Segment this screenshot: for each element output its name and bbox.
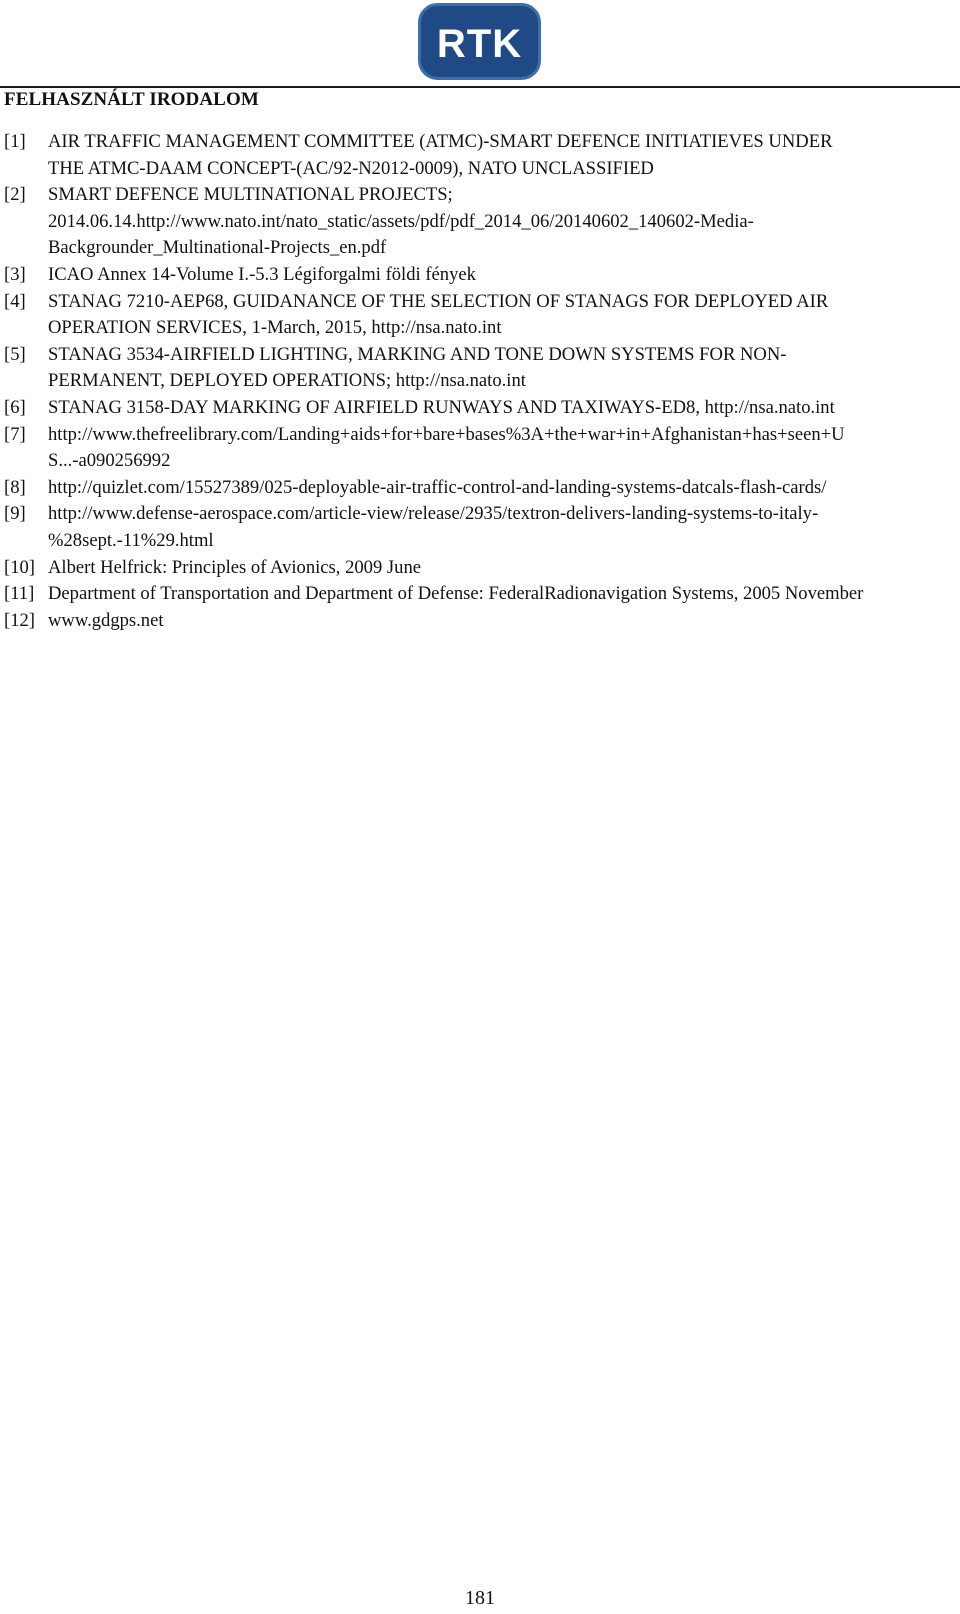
reference-line: THE ATMC-DAAM CONCEPT-(AC/92-N2012-0009), NATO UNCLASSIFIED bbox=[48, 157, 654, 179]
reference-text bbox=[48, 555, 960, 582]
reference-line: PERMANENT, DEPLOYED OPERATIONS; http://nsa.nato.int bbox=[48, 370, 526, 392]
reference-number: [8] bbox=[4, 476, 26, 498]
reference-line: 2014.06.14.http://www.nato.int/nato_static/assets/pdf/pdf_2014_06/20140602_140602-Media- bbox=[48, 210, 754, 232]
reference-number: [2] bbox=[4, 184, 26, 206]
reference-text bbox=[48, 129, 960, 182]
reference-item bbox=[4, 129, 960, 182]
reference-text bbox=[48, 395, 960, 422]
section-title: FELHASZNÁLT IRODALOM bbox=[4, 89, 259, 110]
reference-number: [1] bbox=[4, 131, 26, 152]
reference-line: SMART DEFENCE MULTINATIONAL PROJECTS; bbox=[48, 184, 453, 206]
reference-line: Department of Transportation and Department of Defense: FederalRadionavigation Systems, 2005 November bbox=[48, 583, 864, 605]
reference-list bbox=[4, 129, 960, 634]
reference-number: [4] bbox=[4, 290, 26, 312]
page-number: 181 bbox=[465, 1587, 495, 1609]
reference-line: OPERATION SERVICES, 1-March, 2015, http://nsa.nato.int bbox=[48, 317, 502, 339]
reference-line: Albert Helfrick: Principles of Avionics, 2009 June bbox=[48, 556, 422, 578]
reference-number: [10] bbox=[4, 556, 35, 578]
reference-text bbox=[48, 422, 960, 475]
reference-text bbox=[48, 182, 960, 262]
reference-line: S...-a090256992 bbox=[48, 450, 171, 472]
reference-text bbox=[48, 289, 960, 342]
reference-text bbox=[48, 608, 960, 635]
reference-item bbox=[4, 475, 960, 502]
reference-line: www.gdgps.net bbox=[48, 609, 164, 631]
reference-item bbox=[4, 395, 960, 422]
reference-item bbox=[4, 182, 960, 262]
reference-text bbox=[48, 581, 960, 608]
reference-line: ICAO Annex 14-Volume I.-5.3 Légiforgalmi földi fények bbox=[48, 263, 476, 285]
reference-item bbox=[4, 608, 960, 635]
reference-line: Backgrounder_Multinational-Projects_en.pdf bbox=[48, 237, 387, 259]
rtk-logo bbox=[418, 3, 541, 80]
reference-text bbox=[48, 262, 960, 289]
reference-line: STANAG 3158-DAY MARKING OF AIRFIELD RUNWAYS AND TAXIWAYS-ED8, http://nsa.nato.int bbox=[48, 396, 835, 418]
reference-item bbox=[4, 262, 960, 289]
reference-item bbox=[4, 581, 960, 608]
reference-number: [3] bbox=[4, 263, 26, 285]
header-divider bbox=[0, 86, 960, 88]
reference-line: http://quizlet.com/15527389/025-deployable-air-traffic-control-and-landing-systems-datcals-flash-cards/ bbox=[48, 476, 827, 498]
reference-number: [9] bbox=[4, 503, 26, 525]
reference-text bbox=[48, 475, 960, 502]
reference-line: %28sept.-11%29.html bbox=[48, 529, 214, 551]
reference-item bbox=[4, 342, 960, 395]
reference-line: http://www.thefreelibrary.com/Landing+aids+for+bare+bases%3A+the+war+in+Afghanistan+has+seen+U bbox=[48, 423, 845, 445]
reference-text bbox=[48, 501, 960, 554]
reference-item bbox=[4, 289, 960, 342]
reference-item bbox=[4, 501, 960, 554]
reference-line: AIR TRAFFIC MANAGEMENT COMMITTEE (ATMC)-SMART DEFENCE INITIATIEVES UNDER bbox=[48, 131, 833, 152]
reference-text bbox=[48, 342, 960, 395]
reference-line: STANAG 7210-AEP68, GUIDANANCE OF THE SELECTION OF STANAGS FOR DEPLOYED AIR bbox=[48, 290, 829, 312]
reference-line: STANAG 3534-AIRFIELD LIGHTING, MARKING AND TONE DOWN SYSTEMS FOR NON- bbox=[48, 343, 787, 365]
reference-number: [5] bbox=[4, 343, 26, 365]
reference-number: [6] bbox=[4, 396, 26, 418]
reference-item bbox=[4, 422, 960, 475]
reference-line: http://www.defense-aerospace.com/article-view/release/2935/textron-delivers-landing-systems-to-italy- bbox=[48, 503, 819, 525]
rtk-logo-text: RTK bbox=[436, 22, 523, 66]
reference-number: [12] bbox=[4, 609, 35, 631]
reference-number: [11] bbox=[4, 583, 35, 605]
reference-number: [7] bbox=[4, 423, 26, 445]
reference-item bbox=[4, 555, 960, 582]
